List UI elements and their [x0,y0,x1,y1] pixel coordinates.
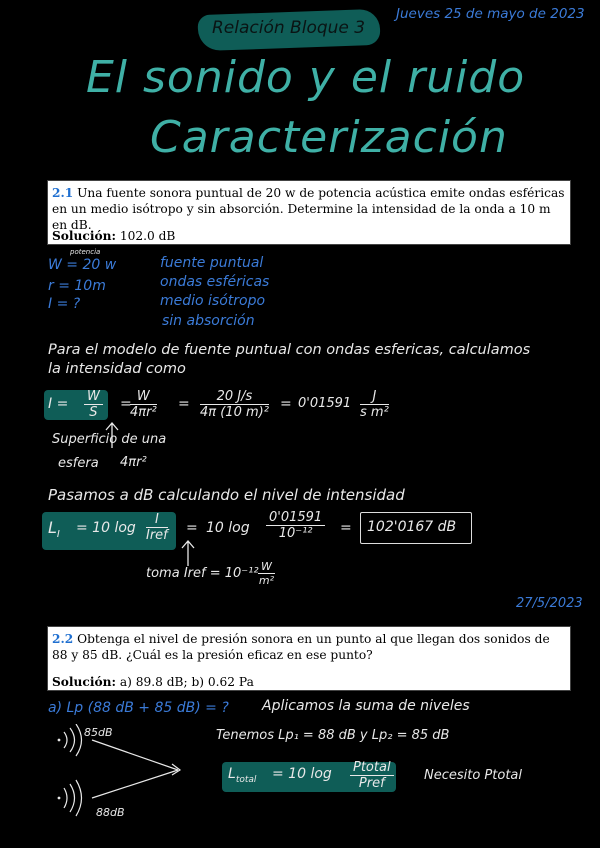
frac-W-4pir2: $\frac{W}{\text{4πr²}}$ [130,389,157,420]
aplicamos-text: Aplicamos la suma de niveles [262,698,470,714]
li-result: 102'0167 dB [367,519,457,535]
li-frac-numeric: $\frac{0'01591}{\text{10⁻¹²}}$ [266,510,325,541]
main-title-line2: Caracterización [150,112,508,163]
main-title-line1: El sonido y el ruido [86,52,526,103]
potencia-tag: potencia [70,248,101,256]
given-r: r = 10m [48,278,106,294]
intensity-result: 0'01591 [298,396,352,411]
li-eq: = 10 log [76,520,136,536]
eq-sign-3: = [280,396,292,412]
formula-I: I = [48,396,69,412]
ltotal-eq: = 10 log [272,766,332,782]
li-frac: $\frac{I}{\text{Iref}}$ [146,512,168,543]
given-W: W = 20 w [48,257,117,273]
problem-box-2 [47,626,571,691]
part-a: a) Lp (88 dB + 85 dB) = ? [48,700,229,716]
problem-number: 2.1 [52,186,74,200]
li-eq-2: = [186,520,198,536]
li-10log: 10 log [206,520,250,536]
ltotal-frac: $\frac{\text{Ptotal}}{\text{Pref}}$ [350,760,394,791]
surface-line-1: Superficio de una [52,432,167,447]
frac-numeric: $\frac{20 J/s}{\text{4π (10 m)²}}$ [200,389,269,420]
problem-box-1 [47,180,571,245]
necesito-text: Necesito Ptotal [424,768,523,783]
li-symbol: $L_I$ [48,518,60,541]
prop-4: sin absorción [162,313,255,329]
problem-statement: Obtenga el nivel de presión sonora en un punto al que llegan dos sonidos de 88 y 85 dB. ¿Cuál es la presión eficaz en ese punto? [52,632,550,662]
date-label: Jueves 25 de mayo de 2023 [396,6,585,22]
prop-2: ondas esféricas [160,274,270,290]
solution-label: Solución: [52,229,116,243]
db-intro-line: Pasamos a dB calculando el nivel de intensidad [48,486,405,504]
date-2: 27/5/2023 [516,596,583,611]
tenemos-text: Tenemos Lp₁ = 88 dB y Lp₂ = 85 dB [216,728,450,743]
prop-1: fuente puntual [160,255,264,271]
solution-value: 102.0 dB [119,229,176,243]
eq-sign-1: = [120,396,132,412]
solution-value: a) 89.8 dB; b) 0.62 Pa [119,675,254,689]
surface-line-2: esfera [58,456,99,471]
ltotal-symbol: $L_{total}$ [228,766,257,785]
given-I: I = ? [48,296,81,312]
problem-number: 2.2 [52,632,74,646]
intro-line-1: Para el modelo de fuente puntual con ondas esfericas, calculamos [48,342,531,358]
toma-unit: $\frac{W}{\text{m²}}$ [258,560,274,587]
src1-label: 85dB [84,726,113,739]
li-eq-3: = [340,520,352,536]
problem-statement: Una fuente sonora puntual de 20 w de potencia acústica emite ondas esféricas en un medio isótropo y sin absorción. Determine la intensidad de la onda a 10 m en dB. [52,186,565,232]
src2-label: 88dB [96,806,125,819]
li-result-box [360,512,472,544]
solution-label: Solución: [52,675,116,689]
block-title: Relación Bloque 3 [212,18,366,38]
prop-3: medio isótropo [160,293,266,309]
intensity-unit: $\frac{J}{\text{s m²}}$ [360,389,389,420]
frac-W-S: $\frac{W}{S}$ [84,389,103,420]
intro-line-2: la intensidad como [48,361,186,377]
arrow-up-icon [178,538,198,568]
toma-iref: toma Iref = 10⁻¹² [146,566,259,581]
surface-formula: 4πr² [120,455,147,470]
eq-sign-2: = [178,396,190,412]
